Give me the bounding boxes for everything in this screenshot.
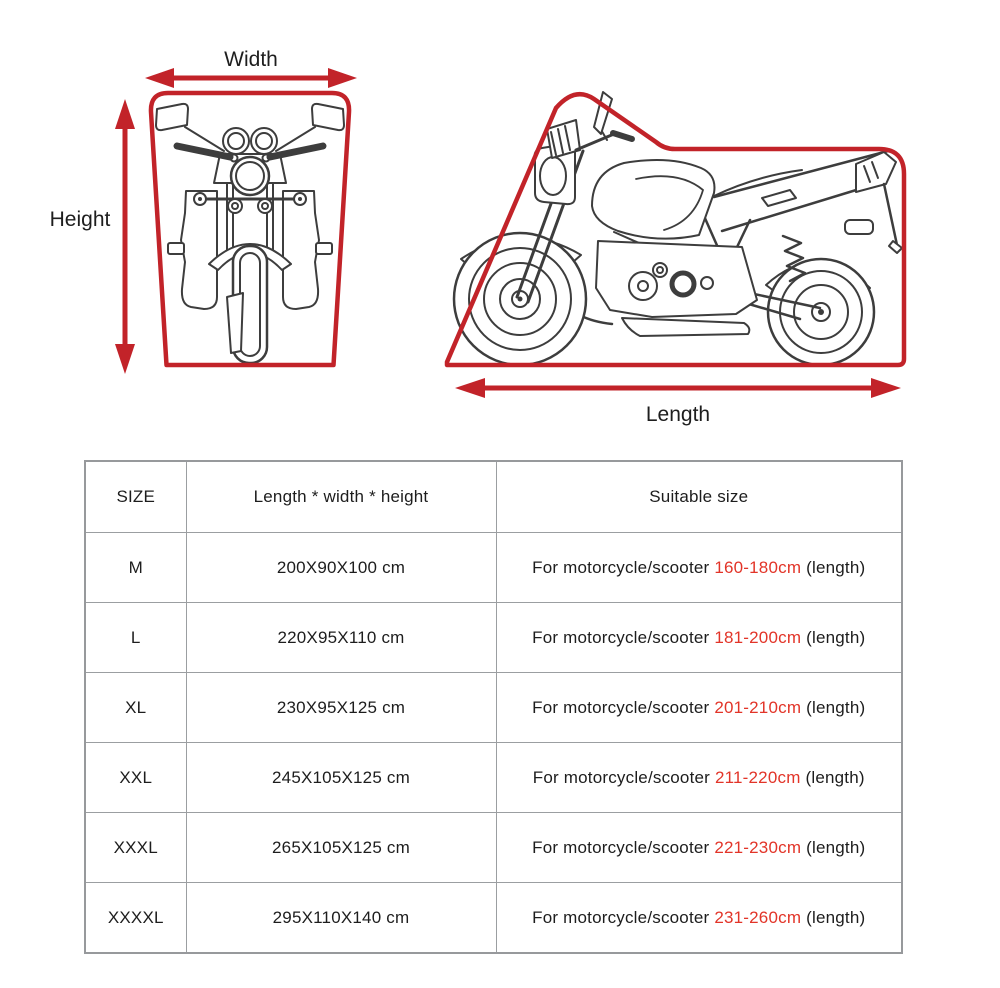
suitable-cell bbox=[496, 533, 902, 603]
size-cell: XXL bbox=[85, 743, 186, 813]
suitable-prefix: For motorcycle/scooter bbox=[532, 557, 710, 577]
suitable-range: 231-260cm bbox=[714, 907, 802, 927]
height-arrow bbox=[115, 99, 135, 374]
suitable-suffix: (length) bbox=[806, 697, 866, 717]
size-cell: XL bbox=[85, 673, 186, 743]
suitable-cell bbox=[496, 883, 902, 954]
dimensions-cell: 295X110X140 cm bbox=[186, 883, 496, 954]
header-size: SIZE bbox=[85, 461, 186, 533]
suitable-suffix: (length) bbox=[806, 907, 866, 927]
suitable-prefix: For motorcycle/scooter bbox=[532, 767, 711, 787]
side-view-motorcycle-drawing bbox=[454, 92, 902, 365]
dimensions-cell: 230X95X125 cm bbox=[186, 673, 496, 743]
table-row bbox=[85, 603, 902, 673]
height-label: Height bbox=[49, 208, 111, 231]
size-cell: XXXXL bbox=[85, 883, 186, 954]
header-suitable: Suitable size bbox=[496, 461, 902, 533]
table-header-row bbox=[85, 461, 902, 533]
suitable-range: 181-200cm bbox=[714, 627, 802, 647]
suitable-suffix: (length) bbox=[806, 557, 866, 577]
suitable-range: 201-210cm bbox=[714, 697, 802, 717]
dimensions-cell: 200X90X100 cm bbox=[186, 533, 496, 603]
suitable-cell bbox=[496, 673, 902, 743]
size-diagram bbox=[0, 0, 1000, 452]
table-row bbox=[85, 813, 902, 883]
suitable-range: 211-220cm bbox=[714, 767, 801, 787]
table-row bbox=[85, 673, 902, 743]
dimensions-cell: 220X95X110 cm bbox=[186, 603, 496, 673]
suitable-cell bbox=[496, 743, 902, 813]
header-dimensions: Length * width * height bbox=[186, 461, 496, 533]
size-table bbox=[84, 460, 903, 954]
size-cell: M bbox=[85, 533, 186, 603]
dimensions-cell: 245X105X125 cm bbox=[186, 743, 496, 813]
suitable-suffix: (length) bbox=[805, 767, 865, 787]
table-row bbox=[85, 743, 902, 813]
side-view-diagram bbox=[447, 92, 904, 426]
suitable-suffix: (length) bbox=[806, 837, 866, 857]
suitable-range: 160-180cm bbox=[714, 557, 802, 577]
length-label: Length bbox=[645, 403, 711, 426]
front-view-motorcycle-drawing bbox=[156, 104, 344, 363]
suitable-cell bbox=[496, 813, 902, 883]
length-arrow bbox=[455, 378, 901, 398]
width-label: Width bbox=[224, 48, 278, 71]
suitable-prefix: For motorcycle/scooter bbox=[532, 697, 710, 717]
suitable-range: 221-230cm bbox=[714, 837, 802, 857]
size-cell: L bbox=[85, 603, 186, 673]
suitable-prefix: For motorcycle/scooter bbox=[532, 907, 710, 927]
front-view-diagram bbox=[50, 48, 357, 374]
suitable-cell bbox=[496, 603, 902, 673]
width-arrow bbox=[145, 68, 357, 88]
suitable-prefix: For motorcycle/scooter bbox=[532, 627, 710, 647]
size-cell: XXXL bbox=[85, 813, 186, 883]
table-row bbox=[85, 883, 902, 954]
table-row bbox=[85, 533, 902, 603]
suitable-prefix: For motorcycle/scooter bbox=[532, 837, 710, 857]
suitable-suffix: (length) bbox=[806, 627, 866, 647]
dimensions-cell: 265X105X125 cm bbox=[186, 813, 496, 883]
